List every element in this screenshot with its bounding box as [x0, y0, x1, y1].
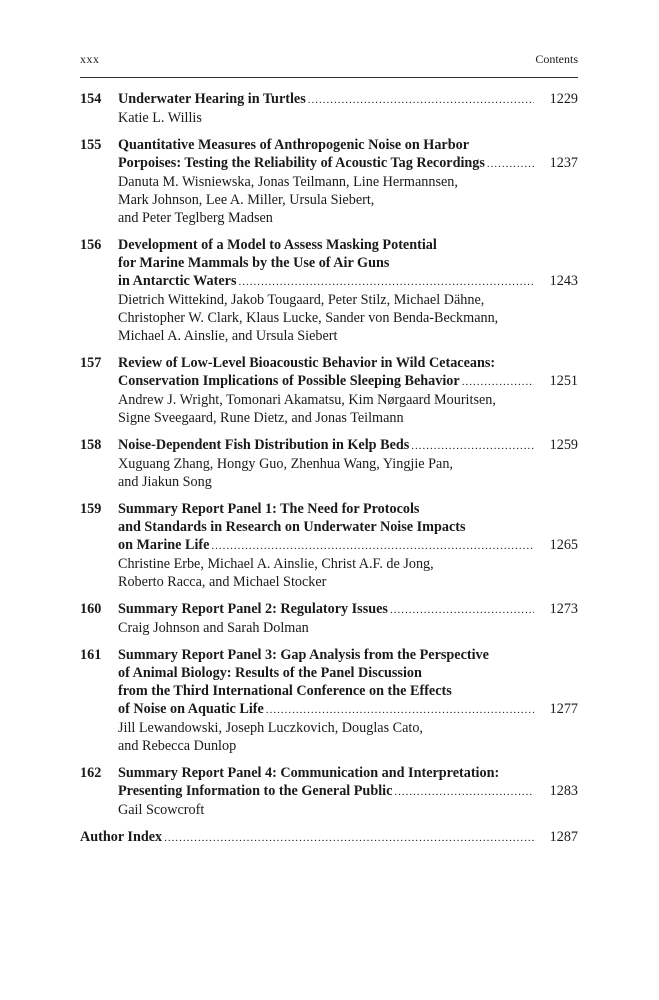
- author-line: and Jiakun Song: [118, 474, 212, 490]
- dot-leader: [390, 601, 534, 619]
- author-line: Christine Erbe, Michael A. Ainslie, Christ A.F. de Jong,: [118, 556, 434, 572]
- page-number[interactable]: 1259: [549, 437, 578, 453]
- author-line: Danuta M. Wisniewska, Jonas Teilmann, Line Hermannsen,: [118, 174, 458, 190]
- chapter-title-leader-line: [118, 154, 578, 173]
- page-number[interactable]: 1237: [549, 155, 578, 171]
- chapter-number: 159: [80, 501, 102, 517]
- author-line: Roberto Racca, and Michael Stocker: [118, 574, 327, 590]
- author-line: Michael A. Ainslie, and Ursula Siebert: [118, 328, 338, 344]
- dot-leader: [308, 91, 534, 109]
- author-line: and Peter Teglberg Madsen: [118, 210, 273, 226]
- author-index-label: Author Index: [80, 829, 163, 845]
- toc-entry-body: [118, 136, 578, 227]
- author-line: Xuguang Zhang, Hongy Guo, Zhenhua Wang, Yingjie Pan,: [118, 456, 453, 472]
- chapter-title-line: Review of Low-Level Bioacoustic Behavior in Wild Cetaceans:: [118, 355, 496, 371]
- chapter-title-leader-line: [118, 782, 578, 801]
- chapter-number: 155: [80, 137, 102, 153]
- chapter-title-leader-line: [118, 536, 578, 555]
- dot-leader: [394, 783, 534, 801]
- table-of-contents: [80, 90, 578, 847]
- chapter-number: 158: [80, 437, 102, 453]
- author-line: Gail Scowcroft: [118, 802, 205, 818]
- page-number[interactable]: 1273: [549, 601, 578, 617]
- chapter-title-line: Summary Report Panel 2: Regulatory Issues: [118, 601, 388, 617]
- toc-entry[interactable]: [80, 646, 578, 755]
- page-number[interactable]: 1287: [549, 829, 578, 845]
- author-line: Dietrich Wittekind, Jakob Tougaard, Peter Stilz, Michael Dähne,: [118, 292, 485, 308]
- header-rule: [80, 77, 578, 78]
- toc-entry-body: [118, 500, 578, 591]
- chapter-number: 157: [80, 355, 102, 371]
- author-line: Signe Sveegaard, Rune Dietz, and Jonas Teilmann: [118, 410, 404, 426]
- chapter-title-line: Presenting Information to the General Public: [118, 783, 393, 799]
- chapter-title-line: Noise-Dependent Fish Distribution in Kelp Beds: [118, 437, 410, 453]
- chapter-title-line: on Marine Life: [118, 537, 210, 553]
- author-index-entry[interactable]: [80, 828, 578, 847]
- chapter-title-line: Conservation Implications of Possible Sleeping Behavior: [118, 373, 460, 389]
- chapter-title-line: of Noise on Aquatic Life: [118, 701, 264, 717]
- toc-entry-body: [118, 764, 578, 819]
- chapter-title-line: Porpoises: Testing the Reliability of Acoustic Tag Recordings: [118, 155, 485, 171]
- dot-leader: [164, 829, 534, 847]
- toc-entry[interactable]: [80, 136, 578, 227]
- toc-entry[interactable]: [80, 90, 578, 127]
- author-line: Katie L. Willis: [118, 110, 202, 126]
- chapter-title-line: of Animal Biology: Results of the Panel Discussion: [118, 665, 422, 681]
- dot-leader: [238, 273, 534, 291]
- toc-entry[interactable]: [80, 236, 578, 345]
- toc-entry-body: [118, 354, 578, 427]
- dot-leader: [411, 437, 534, 455]
- dot-leader: [462, 373, 534, 391]
- page-number[interactable]: 1243: [549, 273, 578, 289]
- dot-leader: [211, 537, 534, 555]
- toc-entry-body: [118, 646, 578, 755]
- chapter-title-line: and Standards in Research on Underwater Noise Impacts: [118, 519, 466, 535]
- author-line: and Rebecca Dunlop: [118, 738, 237, 754]
- chapter-number: 161: [80, 647, 102, 663]
- chapter-number: 154: [80, 91, 102, 107]
- chapter-title-leader-line: [118, 272, 578, 291]
- running-head-title: Contents: [535, 52, 578, 66]
- author-line: Andrew J. Wright, Tomonari Akamatsu, Kim Nørgaard Mouritsen,: [118, 392, 496, 408]
- toc-entry[interactable]: [80, 436, 578, 491]
- author-line: Jill Lewandowski, Joseph Luczkovich, Douglas Cato,: [118, 720, 423, 736]
- page-number[interactable]: 1277: [549, 701, 578, 717]
- toc-entry-body: [118, 236, 578, 345]
- toc-entry[interactable]: [80, 600, 578, 637]
- toc-entry[interactable]: [80, 500, 578, 591]
- page-number[interactable]: 1283: [549, 783, 578, 799]
- page-number[interactable]: 1229: [549, 91, 578, 107]
- toc-entry-body: [118, 600, 578, 637]
- page-number[interactable]: 1251: [549, 373, 578, 389]
- chapter-title-leader-line: [118, 700, 578, 719]
- dot-leader: [266, 701, 534, 719]
- page-number[interactable]: 1265: [549, 537, 578, 553]
- chapter-title-line: Summary Report Panel 3: Gap Analysis from the Perspective: [118, 647, 489, 663]
- chapter-title-line: in Antarctic Waters: [118, 273, 237, 289]
- author-line: Christopher W. Clark, Klaus Lucke, Sander von Benda-Beckmann,: [118, 310, 499, 326]
- chapter-title-leader-line: [118, 436, 578, 455]
- chapter-title-line: Underwater Hearing in Turtles: [118, 91, 306, 107]
- chapter-title-leader-line: [118, 600, 578, 619]
- chapter-number: 160: [80, 601, 102, 617]
- chapter-title-line: from the Third International Conference on the Effects: [118, 683, 452, 699]
- chapter-title-line: Quantitative Measures of Anthropogenic Noise on Harbor: [118, 137, 470, 153]
- chapter-title-line: Summary Report Panel 1: The Need for Protocols: [118, 501, 420, 517]
- chapter-number: 156: [80, 237, 102, 253]
- toc-entry[interactable]: [80, 354, 578, 427]
- author-line: Mark Johnson, Lee A. Miller, Ursula Siebert,: [118, 192, 375, 208]
- toc-entry-body: [118, 436, 578, 491]
- chapter-title-leader-line: [118, 90, 578, 109]
- page-number-roman: xxx: [80, 52, 100, 66]
- author-line: Craig Johnson and Sarah Dolman: [118, 620, 309, 636]
- chapter-title-leader-line: [118, 372, 578, 391]
- author-index-leader-line: [80, 828, 578, 847]
- chapter-title-line: Development of a Model to Assess Masking Potential: [118, 237, 437, 253]
- chapter-number: 162: [80, 765, 102, 781]
- chapter-title-line: for Marine Mammals by the Use of Air Guns: [118, 255, 390, 271]
- chapter-title-line: Summary Report Panel 4: Communication and Interpretation:: [118, 765, 500, 781]
- dot-leader: [487, 155, 534, 173]
- toc-entry[interactable]: [80, 764, 578, 819]
- toc-entry-body: [118, 90, 578, 127]
